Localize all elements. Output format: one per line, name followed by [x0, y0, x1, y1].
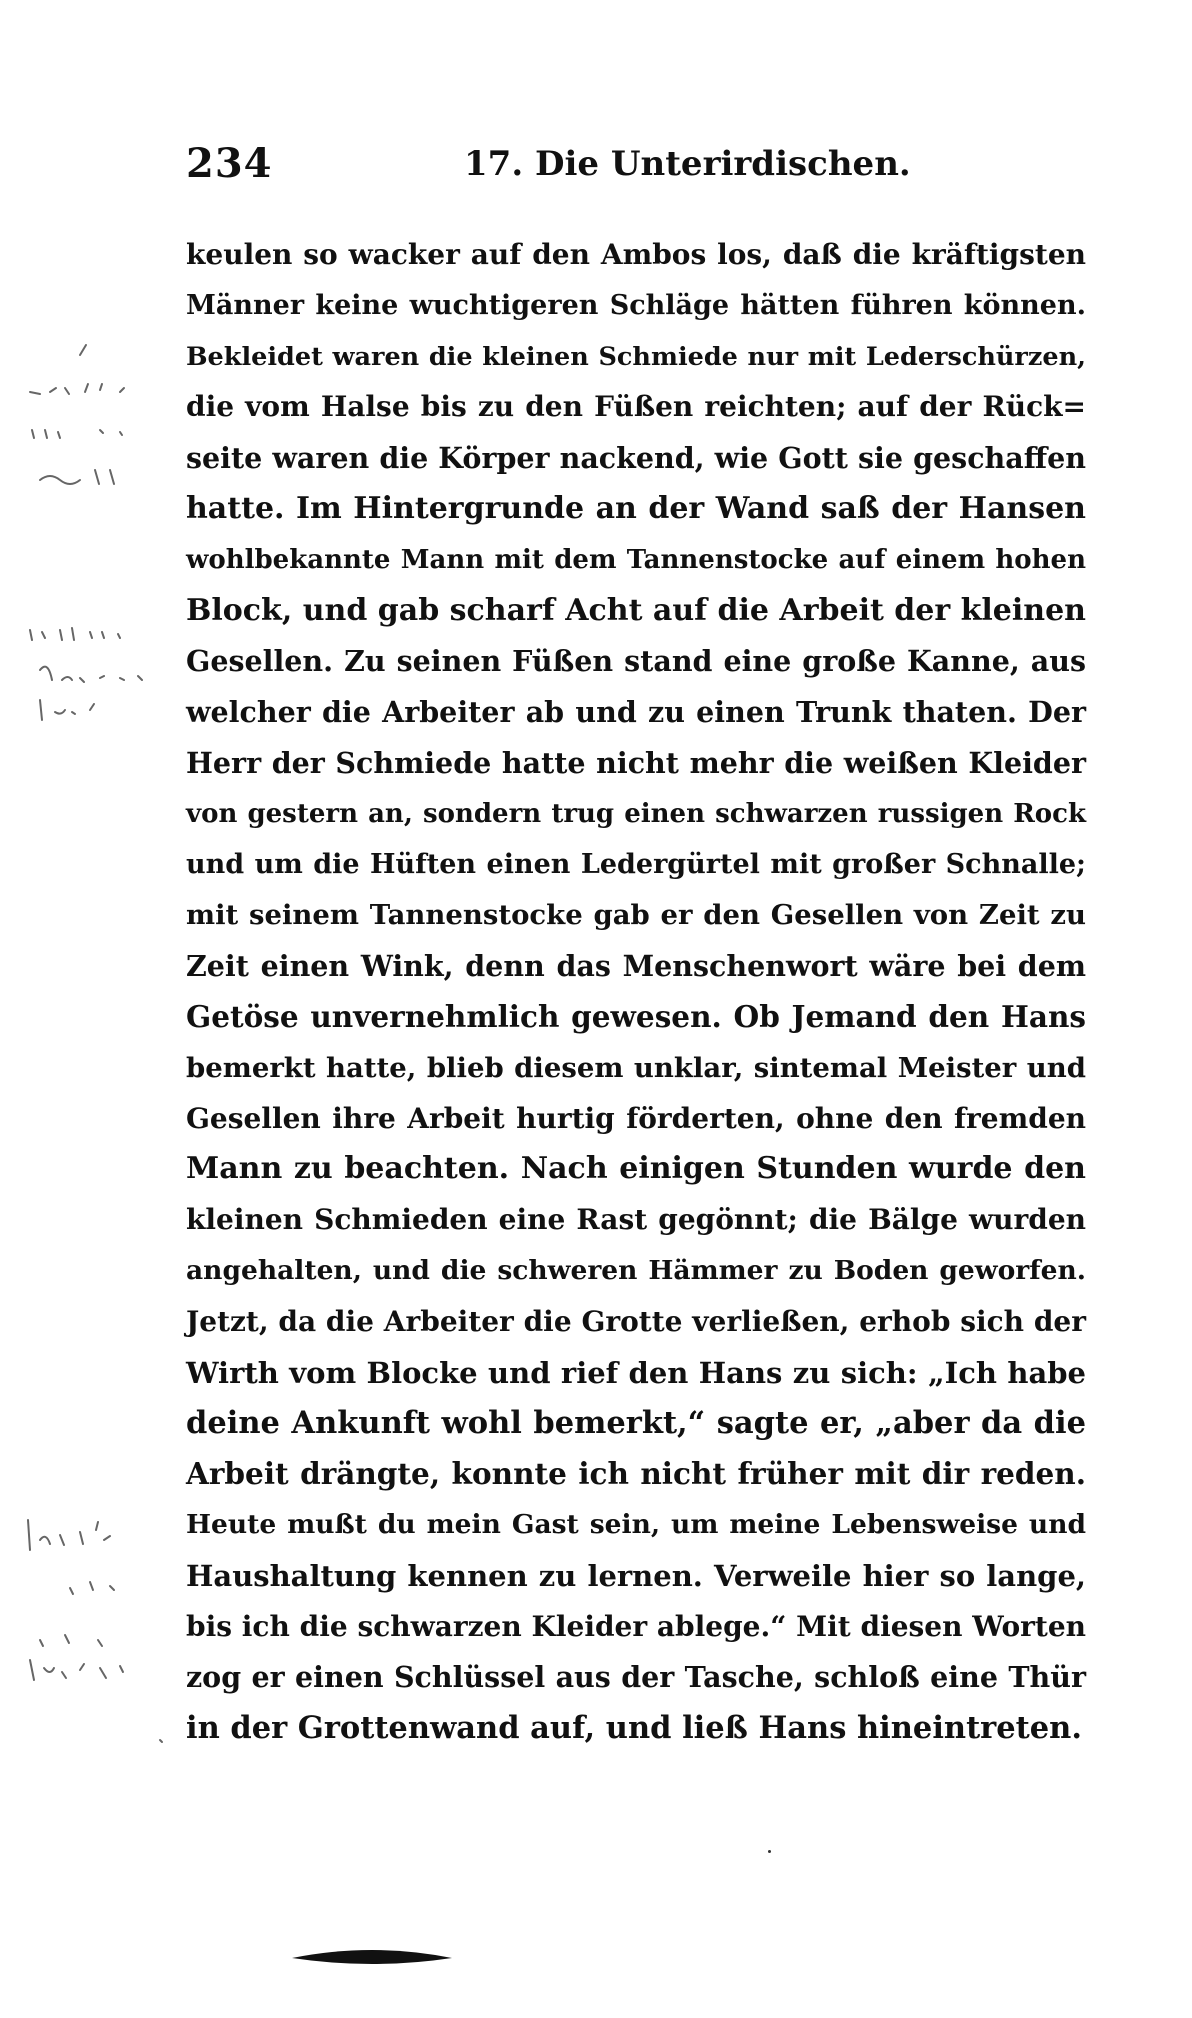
text-line: Bekleidet waren die kleinen Schmiede nur mit Lederschürzen,: [186, 341, 1086, 372]
text-line: Jetzt, da die Arbeiter die Grotte verließen, erhob sich der: [186, 1304, 1086, 1338]
ink-speck: [768, 1850, 771, 1853]
margin-annotations: [10, 0, 180, 2014]
text-line: bis ich die schwarzen Kleider ablege.“ Mit diesen Worten: [186, 1609, 1086, 1643]
pencil-marks: [10, 0, 180, 2014]
text-line: hatte. Im Hintergrunde an der Wand saß der Hansen: [186, 490, 1086, 526]
text-line: kleinen Schmieden eine Rast gegönnt; die Bälge wurden: [186, 1203, 1086, 1237]
text-line: zog er einen Schlüssel aus der Tasche, schloß eine Thür: [186, 1660, 1086, 1695]
text-line: Gesellen. Zu seinen Füßen stand eine große Kanne, aus: [186, 644, 1086, 679]
text-line: Block, und gab scharf Acht auf die Arbeit der kleinen: [186, 592, 1086, 628]
text-line: Getöse unvernehmlich gewesen. Ob Jemand den Hans: [186, 998, 1086, 1034]
tailpiece-ornament: [292, 1948, 452, 1966]
running-head: 17. Die Unterirdischen.: [464, 144, 911, 184]
text-line: in der Grottenwand auf, und ließ Hans hineintreten.: [186, 1710, 1082, 1747]
text-line: bemerkt hatte, blieb diesem unklar, sintemal Meister und: [186, 1051, 1086, 1084]
text-line: Mann zu beachten. Nach einigen Stunden wurde den: [186, 1151, 1086, 1187]
text-line: Wirth vom Blocke und rief den Hans zu sich: „Ich habe: [186, 1355, 1086, 1390]
text-line: seite waren die Körper nackend, wie Gott sie geschaffen: [186, 441, 1086, 476]
text-line: keulen so wacker auf den Ambos los, daß die kräftigsten: [186, 238, 1086, 271]
text-line: die vom Halse bis zu den Füßen reichten; auf der Rück=: [186, 390, 1086, 424]
text-line: welcher die Arbeiter ab und zu einen Trunk thaten. Der: [186, 695, 1086, 730]
text-line: wohlbekannte Mann mit dem Tannenstocke auf einem hohen: [186, 544, 1086, 575]
text-line: und um die Hüften einen Ledergürtel mit großer Schnalle;: [186, 848, 1086, 880]
text-line: Gesellen ihre Arbeit hurtig förderten, ohne den fremden: [186, 1101, 1086, 1135]
text-line: deine Ankunft wohl bemerkt,“ sagte er, „aber da die: [186, 1405, 1086, 1442]
text-line: Heute mußt du mein Gast sein, um meine Lebensweise und: [186, 1508, 1086, 1540]
text-line: angehalten, und die schweren Hämmer zu Boden geworfen.: [186, 1254, 1086, 1286]
page-number: 234: [186, 140, 273, 187]
page-header: [186, 140, 1086, 190]
text-line: Arbeit drängte, konnte ich nicht früher mit dir reden.: [186, 1456, 1086, 1492]
text-line: Männer keine wuchtigeren Schläge hätten führen können.: [186, 289, 1086, 321]
text-line: von gestern an, sondern trug einen schwarzen russigen Rock: [186, 798, 1086, 829]
text-line: Zeit einen Wink, denn das Menschenwort wäre bei dem: [186, 949, 1086, 984]
text-line: mit seinem Tannenstocke gab er den Gesellen von Zeit zu: [186, 899, 1086, 932]
body-text: [186, 230, 1086, 1754]
text-line: Haushaltung kennen zu lernen. Verweile hier so lange,: [186, 1558, 1086, 1593]
text-line: Herr der Schmiede hatte nicht mehr die weißen Kleider: [186, 745, 1086, 780]
